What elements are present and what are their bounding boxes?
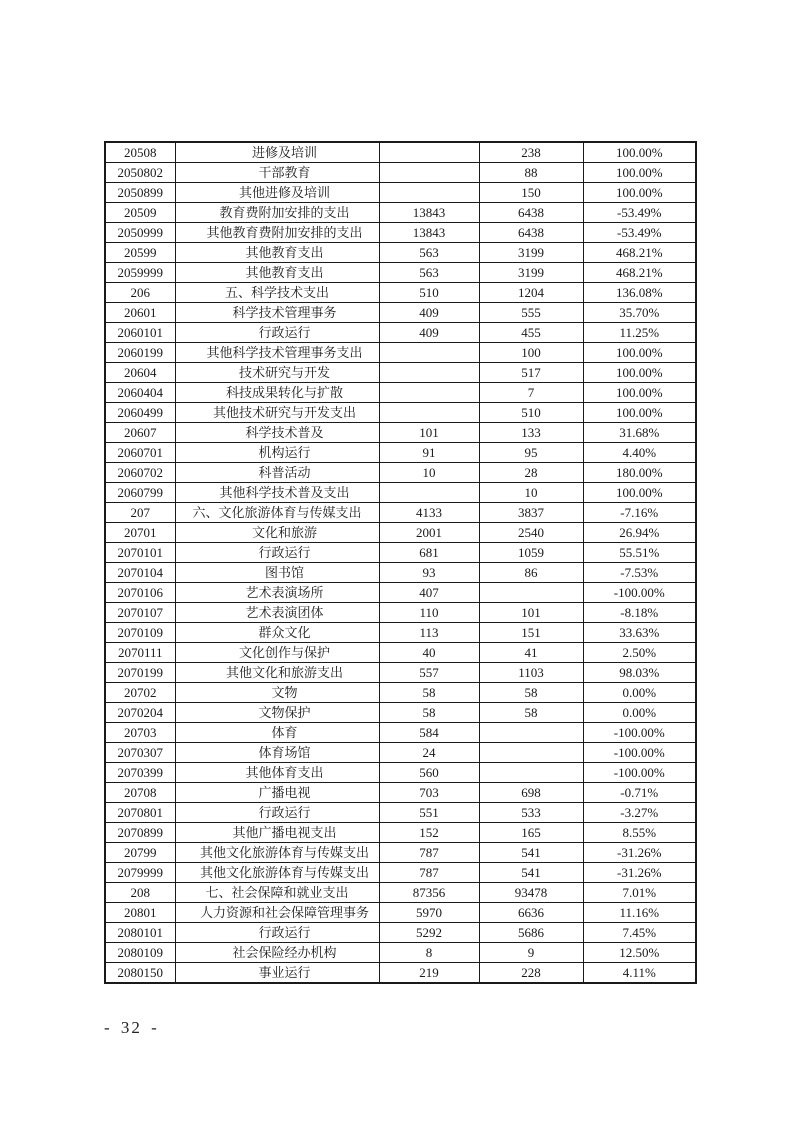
cell-prior-value: 409 — [379, 303, 479, 323]
cell-code: 2070399 — [105, 763, 175, 783]
cell-change-percent: 55.51% — [583, 543, 696, 563]
cell-prior-value — [379, 403, 479, 423]
cell-code: 2060499 — [105, 403, 175, 423]
cell-current-value: 28 — [479, 463, 583, 483]
cell-code: 207 — [105, 503, 175, 523]
cell-current-value: 541 — [479, 843, 583, 863]
cell-item-name: 其他广播电视支出 — [175, 823, 379, 843]
cell-current-value: 165 — [479, 823, 583, 843]
cell-code: 2060101 — [105, 323, 175, 343]
cell-current-value: 101 — [479, 603, 583, 623]
table-row — [105, 443, 696, 463]
table-row — [105, 203, 696, 223]
cell-change-percent: 100.00% — [583, 403, 696, 423]
cell-prior-value: 407 — [379, 583, 479, 603]
cell-current-value: 10 — [479, 483, 583, 503]
cell-code: 2070307 — [105, 743, 175, 763]
cell-change-percent: -3.27% — [583, 803, 696, 823]
cell-code: 2059999 — [105, 263, 175, 283]
cell-current-value: 5686 — [479, 923, 583, 943]
cell-change-percent: 8.55% — [583, 823, 696, 843]
cell-code: 20604 — [105, 363, 175, 383]
table-row — [105, 363, 696, 383]
cell-change-percent: 26.94% — [583, 523, 696, 543]
cell-item-name: 科学技术管理事务 — [175, 303, 379, 323]
cell-prior-value: 13843 — [379, 203, 479, 223]
cell-current-value: 3199 — [479, 243, 583, 263]
cell-item-name: 其他教育支出 — [175, 243, 379, 263]
table-row — [105, 263, 696, 283]
cell-code: 20607 — [105, 423, 175, 443]
cell-prior-value: 563 — [379, 263, 479, 283]
cell-code: 20701 — [105, 523, 175, 543]
cell-current-value: 541 — [479, 863, 583, 883]
cell-prior-value: 563 — [379, 243, 479, 263]
cell-current-value: 533 — [479, 803, 583, 823]
cell-change-percent: -7.53% — [583, 563, 696, 583]
table-row — [105, 883, 696, 903]
cell-code: 20509 — [105, 203, 175, 223]
cell-code: 2050802 — [105, 163, 175, 183]
cell-current-value: 88 — [479, 163, 583, 183]
table-row — [105, 923, 696, 943]
cell-change-percent: 136.08% — [583, 283, 696, 303]
cell-change-percent: 100.00% — [583, 383, 696, 403]
cell-prior-value: 584 — [379, 723, 479, 743]
cell-code: 2070106 — [105, 583, 175, 603]
cell-change-percent: 11.25% — [583, 323, 696, 343]
cell-change-percent: 35.70% — [583, 303, 696, 323]
cell-change-percent: -100.00% — [583, 583, 696, 603]
table-row — [105, 463, 696, 483]
table-row — [105, 623, 696, 643]
table-row — [105, 543, 696, 563]
cell-item-name: 七、社会保障和就业支出 — [175, 883, 379, 903]
cell-change-percent: 180.00% — [583, 463, 696, 483]
cell-current-value: 7 — [479, 383, 583, 403]
cell-prior-value: 681 — [379, 543, 479, 563]
cell-prior-value: 409 — [379, 323, 479, 343]
cell-change-percent: 100.00% — [583, 363, 696, 383]
cell-code: 2060701 — [105, 443, 175, 463]
table-row — [105, 943, 696, 963]
cell-code: 2070899 — [105, 823, 175, 843]
cell-code: 20508 — [105, 142, 175, 163]
cell-code: 2070111 — [105, 643, 175, 663]
table-row — [105, 843, 696, 863]
table-row — [105, 323, 696, 343]
cell-prior-value — [379, 363, 479, 383]
cell-change-percent: 4.11% — [583, 963, 696, 984]
cell-code: 2070199 — [105, 663, 175, 683]
cell-code: 2070101 — [105, 543, 175, 563]
table-row — [105, 823, 696, 843]
cell-current-value: 95 — [479, 443, 583, 463]
table-row — [105, 503, 696, 523]
table-row — [105, 963, 696, 984]
cell-prior-value: 87356 — [379, 883, 479, 903]
cell-item-name: 艺术表演场所 — [175, 583, 379, 603]
cell-change-percent: 100.00% — [583, 163, 696, 183]
cell-prior-value: 551 — [379, 803, 479, 823]
cell-prior-value: 93 — [379, 563, 479, 583]
cell-prior-value: 4133 — [379, 503, 479, 523]
table-row — [105, 723, 696, 743]
cell-current-value — [479, 743, 583, 763]
cell-change-percent: -100.00% — [583, 723, 696, 743]
cell-item-name: 科普活动 — [175, 463, 379, 483]
cell-change-percent: -0.71% — [583, 783, 696, 803]
cell-prior-value: 560 — [379, 763, 479, 783]
cell-change-percent: 31.68% — [583, 423, 696, 443]
cell-prior-value — [379, 383, 479, 403]
cell-item-name: 其他文化和旅游支出 — [175, 663, 379, 683]
cell-code: 2070104 — [105, 563, 175, 583]
cell-code: 2050899 — [105, 183, 175, 203]
cell-change-percent: -31.26% — [583, 843, 696, 863]
table-row — [105, 383, 696, 403]
cell-prior-value — [379, 163, 479, 183]
cell-code: 2060799 — [105, 483, 175, 503]
cell-code: 2070107 — [105, 603, 175, 623]
cell-prior-value — [379, 183, 479, 203]
cell-code: 2080109 — [105, 943, 175, 963]
cell-current-value: 100 — [479, 343, 583, 363]
cell-current-value: 151 — [479, 623, 583, 643]
table-row — [105, 523, 696, 543]
cell-item-name: 其他科学技术管理事务支出 — [175, 343, 379, 363]
cell-item-name: 六、文化旅游体育与传媒支出 — [175, 503, 379, 523]
table-row — [105, 783, 696, 803]
cell-item-name: 干部教育 — [175, 163, 379, 183]
table-row — [105, 863, 696, 883]
cell-prior-value: 703 — [379, 783, 479, 803]
cell-current-value: 1059 — [479, 543, 583, 563]
cell-current-value: 1204 — [479, 283, 583, 303]
table-row — [105, 343, 696, 363]
table-row — [105, 803, 696, 823]
cell-change-percent: 100.00% — [583, 483, 696, 503]
table-row — [105, 183, 696, 203]
cell-prior-value: 10 — [379, 463, 479, 483]
cell-item-name: 其他文化旅游体育与传媒支出 — [175, 843, 379, 863]
cell-current-value: 517 — [479, 363, 583, 383]
cell-item-name: 五、科学技术支出 — [175, 283, 379, 303]
table-row — [105, 563, 696, 583]
table-row — [105, 683, 696, 703]
table-row — [105, 303, 696, 323]
cell-item-name: 体育场馆 — [175, 743, 379, 763]
cell-item-name: 行政运行 — [175, 323, 379, 343]
cell-item-name: 教育费附加安排的支出 — [175, 203, 379, 223]
cell-prior-value — [379, 142, 479, 163]
cell-prior-value — [379, 483, 479, 503]
cell-code: 20599 — [105, 243, 175, 263]
cell-change-percent: 0.00% — [583, 683, 696, 703]
cell-item-name: 其他文化旅游体育与传媒支出 — [175, 863, 379, 883]
table-row — [105, 763, 696, 783]
cell-code: 20801 — [105, 903, 175, 923]
cell-prior-value: 24 — [379, 743, 479, 763]
cell-code: 2070204 — [105, 703, 175, 723]
table-row — [105, 243, 696, 263]
cell-item-name: 群众文化 — [175, 623, 379, 643]
cell-prior-value: 91 — [379, 443, 479, 463]
cell-item-name: 社会保险经办机构 — [175, 943, 379, 963]
cell-current-value: 93478 — [479, 883, 583, 903]
cell-item-name: 人力资源和社会保障管理事务 — [175, 903, 379, 923]
cell-prior-value: 58 — [379, 683, 479, 703]
cell-change-percent: -8.18% — [583, 603, 696, 623]
cell-change-percent: -53.49% — [583, 203, 696, 223]
cell-item-name: 其他教育费附加安排的支出 — [175, 223, 379, 243]
table-row — [105, 223, 696, 243]
cell-item-name: 艺术表演团体 — [175, 603, 379, 623]
cell-current-value: 3199 — [479, 263, 583, 283]
cell-current-value: 6636 — [479, 903, 583, 923]
table-row — [105, 663, 696, 683]
cell-prior-value: 5292 — [379, 923, 479, 943]
cell-prior-value: 787 — [379, 843, 479, 863]
cell-item-name: 图书馆 — [175, 563, 379, 583]
cell-change-percent: 100.00% — [583, 183, 696, 203]
cell-prior-value: 113 — [379, 623, 479, 643]
table-row — [105, 703, 696, 723]
budget-table — [104, 141, 697, 984]
cell-code: 2070109 — [105, 623, 175, 643]
table-row — [105, 483, 696, 503]
cell-code: 206 — [105, 283, 175, 303]
cell-prior-value: 58 — [379, 703, 479, 723]
table-row — [105, 142, 696, 163]
cell-code: 20708 — [105, 783, 175, 803]
cell-current-value: 555 — [479, 303, 583, 323]
cell-current-value: 6438 — [479, 203, 583, 223]
cell-current-value: 510 — [479, 403, 583, 423]
cell-code: 2060404 — [105, 383, 175, 403]
cell-item-name: 其他进修及培训 — [175, 183, 379, 203]
table-row — [105, 583, 696, 603]
cell-current-value: 86 — [479, 563, 583, 583]
cell-change-percent: -31.26% — [583, 863, 696, 883]
cell-code: 20703 — [105, 723, 175, 743]
cell-current-value: 9 — [479, 943, 583, 963]
cell-change-percent: 7.45% — [583, 923, 696, 943]
cell-change-percent: 0.00% — [583, 703, 696, 723]
table-row — [105, 903, 696, 923]
cell-item-name: 技术研究与开发 — [175, 363, 379, 383]
cell-change-percent: 4.40% — [583, 443, 696, 463]
cell-item-name: 行政运行 — [175, 923, 379, 943]
cell-change-percent: 98.03% — [583, 663, 696, 683]
table-row — [105, 403, 696, 423]
cell-item-name: 科学技术普及 — [175, 423, 379, 443]
cell-change-percent: 33.63% — [583, 623, 696, 643]
cell-code: 2080150 — [105, 963, 175, 984]
table-row — [105, 283, 696, 303]
cell-code: 20799 — [105, 843, 175, 863]
cell-current-value: 455 — [479, 323, 583, 343]
cell-prior-value: 101 — [379, 423, 479, 443]
table-row — [105, 603, 696, 623]
cell-item-name: 进修及培训 — [175, 142, 379, 163]
cell-current-value: 1103 — [479, 663, 583, 683]
cell-change-percent: 2.50% — [583, 643, 696, 663]
cell-code: 2079999 — [105, 863, 175, 883]
cell-change-percent: -100.00% — [583, 763, 696, 783]
cell-item-name: 科技成果转化与扩散 — [175, 383, 379, 403]
cell-item-name: 机构运行 — [175, 443, 379, 463]
cell-code: 20601 — [105, 303, 175, 323]
cell-item-name: 文化创作与保护 — [175, 643, 379, 663]
cell-change-percent: -7.16% — [583, 503, 696, 523]
cell-prior-value: 13843 — [379, 223, 479, 243]
cell-change-percent: 100.00% — [583, 142, 696, 163]
cell-current-value: 58 — [479, 683, 583, 703]
cell-code: 2060702 — [105, 463, 175, 483]
cell-current-value — [479, 723, 583, 743]
cell-prior-value: 8 — [379, 943, 479, 963]
cell-current-value: 58 — [479, 703, 583, 723]
table-row — [105, 163, 696, 183]
cell-current-value: 698 — [479, 783, 583, 803]
cell-item-name: 广播电视 — [175, 783, 379, 803]
cell-code: 2060199 — [105, 343, 175, 363]
cell-change-percent: 12.50% — [583, 943, 696, 963]
cell-change-percent: 468.21% — [583, 243, 696, 263]
cell-item-name: 其他体育支出 — [175, 763, 379, 783]
page-number: - 32 - — [104, 1018, 159, 1037]
cell-prior-value: 110 — [379, 603, 479, 623]
cell-change-percent: -53.49% — [583, 223, 696, 243]
cell-change-percent: 100.00% — [583, 343, 696, 363]
cell-change-percent: 468.21% — [583, 263, 696, 283]
table-row — [105, 643, 696, 663]
cell-prior-value — [379, 343, 479, 363]
table-row — [105, 743, 696, 763]
cell-item-name: 文化和旅游 — [175, 523, 379, 543]
cell-item-name: 行政运行 — [175, 803, 379, 823]
cell-code: 2050999 — [105, 223, 175, 243]
cell-code: 208 — [105, 883, 175, 903]
cell-item-name: 其他教育支出 — [175, 263, 379, 283]
cell-prior-value: 40 — [379, 643, 479, 663]
cell-current-value: 150 — [479, 183, 583, 203]
cell-item-name: 事业运行 — [175, 963, 379, 984]
budget-table-body — [105, 142, 696, 983]
cell-current-value — [479, 763, 583, 783]
cell-change-percent: -100.00% — [583, 743, 696, 763]
cell-current-value: 238 — [479, 142, 583, 163]
cell-item-name: 其他技术研究与开发支出 — [175, 403, 379, 423]
cell-prior-value: 152 — [379, 823, 479, 843]
cell-item-name: 体育 — [175, 723, 379, 743]
cell-prior-value: 510 — [379, 283, 479, 303]
cell-prior-value: 787 — [379, 863, 479, 883]
cell-change-percent: 7.01% — [583, 883, 696, 903]
cell-prior-value: 2001 — [379, 523, 479, 543]
cell-current-value: 228 — [479, 963, 583, 984]
cell-prior-value: 219 — [379, 963, 479, 984]
cell-current-value: 2540 — [479, 523, 583, 543]
cell-current-value: 3837 — [479, 503, 583, 523]
cell-current-value: 6438 — [479, 223, 583, 243]
cell-code: 20702 — [105, 683, 175, 703]
table-row — [105, 423, 696, 443]
cell-prior-value: 5970 — [379, 903, 479, 923]
cell-item-name: 其他科学技术普及支出 — [175, 483, 379, 503]
cell-change-percent: 11.16% — [583, 903, 696, 923]
cell-item-name: 文物保护 — [175, 703, 379, 723]
cell-prior-value: 557 — [379, 663, 479, 683]
cell-code: 2080101 — [105, 923, 175, 943]
cell-current-value: 41 — [479, 643, 583, 663]
cell-code: 2070801 — [105, 803, 175, 823]
cell-current-value: 133 — [479, 423, 583, 443]
cell-current-value — [479, 583, 583, 603]
cell-item-name: 行政运行 — [175, 543, 379, 563]
cell-item-name: 文物 — [175, 683, 379, 703]
